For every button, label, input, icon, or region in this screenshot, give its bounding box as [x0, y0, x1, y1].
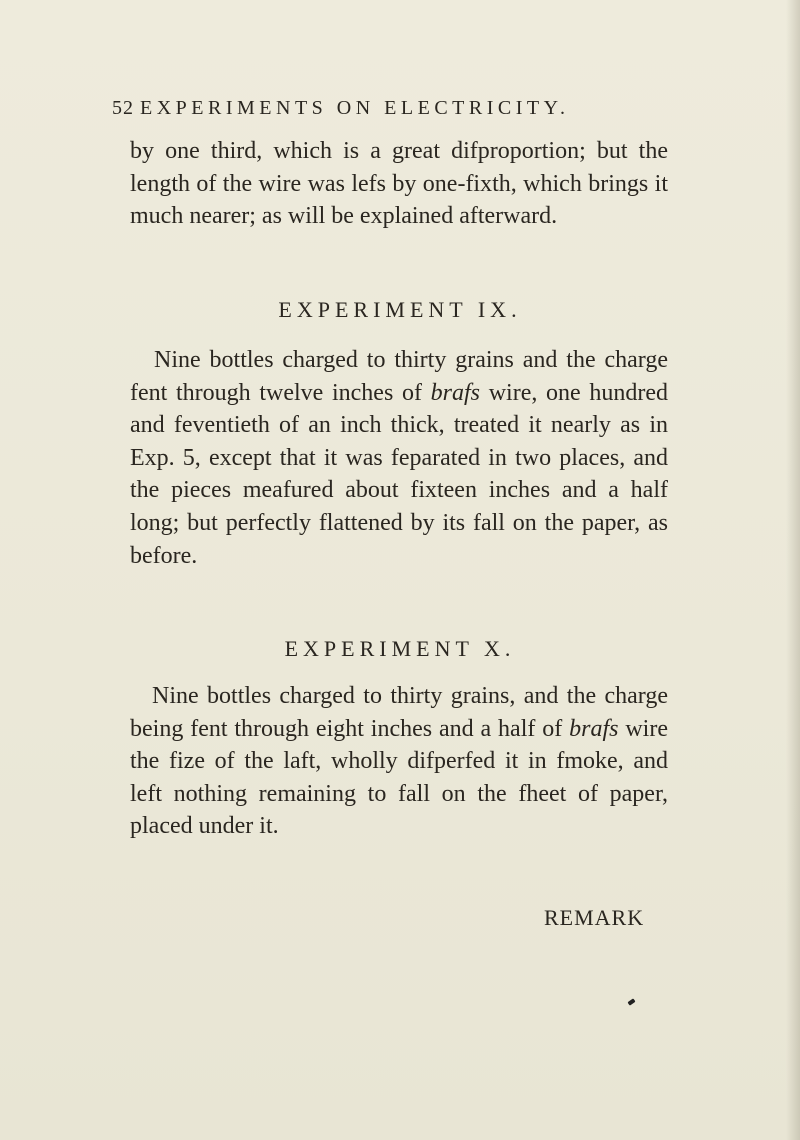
experiment-x-text-1: Nine bottles charged to thirty grains, and the charge being fent through eight inches and a half of	[130, 683, 668, 742]
continuation-paragraph: by one third, which is a great difproportion; but the length of the wire was lefs by one-fixth, which brings it much nearer; as will be explained afterward.	[130, 138, 668, 230]
experiment-x-paragraph	[130, 680, 668, 843]
ink-mark	[627, 998, 635, 1005]
catchword: REMARK	[544, 905, 645, 930]
experiment-x-heading: EXPERIMENT X.	[284, 636, 516, 661]
experiment-ix-italic-word: brafs	[430, 379, 481, 406]
experiment-x-text-2: wire the fize of the laft, wholly difperfed it in fmoke, and left nothing remaining to fall on the fheet of paper, placed under it.	[130, 715, 668, 840]
experiment-ix-text-1: Nine bottles charged to thirty grains and the charge fent through twelve inches of	[130, 347, 668, 406]
page-header	[112, 97, 732, 137]
experiment-x-italic-word: brafs	[569, 715, 619, 742]
running-title: EXPERIMENTS ON ELECTRICITY.	[140, 97, 570, 119]
experiment-ix-text-2: wire, one hundred and feventieth of an inch thick, treated it nearly as in Exp. 5, except that it was feparated in two places, and the pieces meafured about fixteen inches and a half long; but perfectly flattened by its fall on the paper, as before.	[130, 379, 668, 569]
page-edge-shadow	[786, 0, 800, 1140]
page-number: 52	[112, 97, 134, 119]
experiment-ix-heading: EXPERIMENT IX.	[278, 297, 522, 322]
experiment-ix-paragraph	[130, 344, 668, 572]
